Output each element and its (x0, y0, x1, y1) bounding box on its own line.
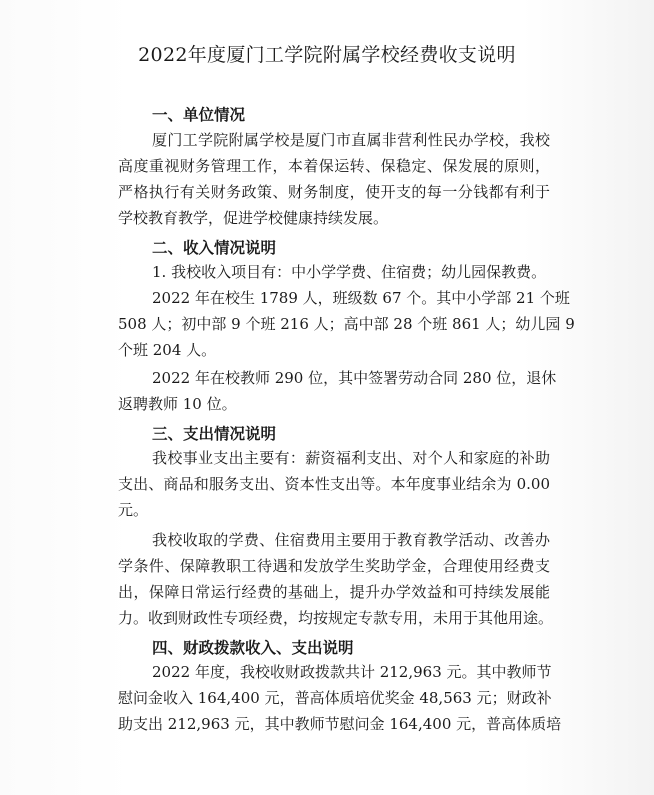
paragraph-line: 支出、商品和服务支出、资本性支出等。本年度事业结余为 0.00 (118, 475, 550, 493)
paragraph-line: 2022 年在校生 1789 人，班级数 67 个。其中小学部 21 个班 (152, 289, 570, 307)
paragraph-line: 个班 204 人。 (118, 341, 217, 359)
paragraph-line: 元。 (118, 501, 149, 519)
paragraph-line: 我校事业支出主要有：薪资福利支出、对个人和家庭的补助 (152, 449, 550, 467)
paragraph-line: 返聘教师 10 位。 (118, 395, 237, 413)
paragraph-line: 慰问金收入 164,400 元，普高体质培优奖金 48,563 元；财政补 (118, 689, 552, 707)
paragraph-line: 力。收到财政性专项经费，均按规定专款专用，未用于其他用途。 (118, 609, 554, 627)
paragraph-line: 508 人；初中部 9 个班 216 人；高中部 28 个班 861 人；幼儿园 9 (118, 315, 575, 333)
paragraph-line: 学条件、保障教职工待遇和发放学生奖助学金，合理使用经费支 (118, 557, 550, 575)
paragraph-line: 助支出 212,963 元，其中教师节慰问金 164,400 元，普高体质培 (118, 715, 562, 733)
paragraph-line: 厦门工学院附属学校是厦门市直属非营利性民办学校，我校 (152, 131, 550, 149)
section-heading-unit: 一、单位情况 (152, 106, 246, 124)
paragraph-line: 2022 年度，我校收财政拨款共计 212,963 元。其中教师节 (152, 663, 552, 681)
paragraph-line: 我校收取的学费、住宿费用主要用于教育教学活动、改善办 (152, 531, 550, 549)
paragraph-line: 高度重视财务管理工作，本着保运转、保稳定、保发展的原则， (118, 157, 550, 175)
section-heading-expenditure: 三、支出情况说明 (152, 425, 277, 443)
paragraph-line: 1. 我校收入项目有：中小学学费、住宿费；幼儿园保教费。 (152, 263, 547, 281)
paragraph-line: 出，保障日常运行经费的基础上，提升办学效益和可持续发展能 (118, 583, 550, 601)
section-heading-fiscal-appropriation: 四、财政拨款收入、支出说明 (152, 639, 354, 657)
paragraph-line: 严格执行有关财务政策、财务制度，使开支的每一分钱都有利于 (118, 183, 550, 201)
section-heading-income: 二、收入情况说明 (152, 239, 277, 257)
document-title: 2022年度厦门工学院附属学校经费收支说明 (138, 44, 516, 66)
paragraph-line: 2022 年在校教师 290 位，其中签署劳动合同 280 位，退休 (152, 369, 557, 387)
paragraph-line: 学校教育教学，促进学校健康持续发展。 (118, 209, 389, 227)
